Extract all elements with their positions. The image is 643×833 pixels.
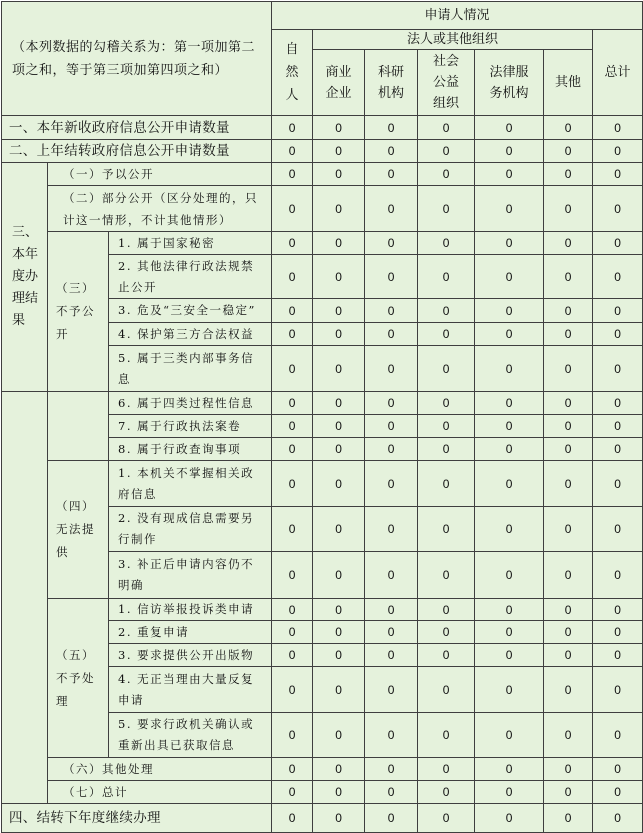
cell-legal-service: 0	[475, 507, 544, 552]
cell-legal-service: 0	[475, 163, 544, 186]
cell-total: 0	[593, 415, 643, 438]
table-row	[2, 804, 643, 833]
cell-other: 0	[544, 758, 593, 781]
cell-public-welfare: 0	[418, 140, 475, 163]
cell-business: 0	[313, 163, 365, 186]
relation-note-cell: （本列数据的勾稽关系为：第一项加第二项之和，等于第三项加第四项之和）	[2, 2, 272, 116]
cell-research: 0	[365, 552, 418, 599]
table-row	[2, 461, 643, 507]
cell-total: 0	[593, 438, 643, 461]
research-header: 科研机构	[365, 50, 418, 116]
cell-legal-service: 0	[475, 323, 544, 346]
cell-natural-person: 0	[272, 461, 313, 507]
cell-business: 0	[313, 346, 365, 392]
cell-total: 0	[593, 713, 643, 758]
public-welfare-header: 社会公益组织	[418, 50, 475, 116]
row-label: 3. 要求提供公开出版物	[109, 644, 272, 667]
cell-natural-person: 0	[272, 299, 313, 323]
row-label: 2. 其他法律行政法规禁止公开	[109, 255, 272, 299]
cell-legal-service: 0	[475, 232, 544, 255]
cell-public-welfare: 0	[418, 781, 475, 804]
row-label: （二）部分公开（区分处理的，只计这一情形，不计其他情形）	[48, 186, 272, 232]
cell-legal-service: 0	[475, 667, 544, 713]
table-row	[2, 140, 643, 163]
cell-total: 0	[593, 461, 643, 507]
cell-business: 0	[313, 507, 365, 552]
cell-legal-service: 0	[475, 758, 544, 781]
cell-public-welfare: 0	[418, 438, 475, 461]
cell-business: 0	[313, 255, 365, 299]
cell-other: 0	[544, 255, 593, 299]
row-label: （六）其他处理	[48, 758, 272, 781]
cell-business: 0	[313, 140, 365, 163]
row-label: 5. 属于三类内部事务信息	[109, 346, 272, 392]
cell-natural-person: 0	[272, 552, 313, 599]
cell-natural-person: 0	[272, 713, 313, 758]
cell-other: 0	[544, 186, 593, 232]
cell-business: 0	[313, 713, 365, 758]
cell-business: 0	[313, 804, 365, 833]
cell-public-welfare: 0	[418, 116, 475, 140]
cell-business: 0	[313, 552, 365, 599]
cell-legal-service: 0	[475, 186, 544, 232]
cell-total: 0	[593, 346, 643, 392]
cell-natural-person: 0	[272, 507, 313, 552]
cell-natural-person: 0	[272, 346, 313, 392]
cell-business: 0	[313, 621, 365, 644]
row-label-carry-forward: 四、结转下年度继续办理	[2, 804, 272, 833]
cell-legal-service: 0	[475, 415, 544, 438]
cell-business: 0	[313, 392, 365, 415]
cell-other: 0	[544, 415, 593, 438]
cell-research: 0	[365, 346, 418, 392]
cell-other: 0	[544, 438, 593, 461]
cell-total: 0	[593, 140, 643, 163]
cell-natural-person: 0	[272, 667, 313, 713]
cell-public-welfare: 0	[418, 346, 475, 392]
cell-natural-person: 0	[272, 255, 313, 299]
legal-entity-header: 法人或其他组织	[313, 30, 593, 50]
cell-legal-service: 0	[475, 804, 544, 833]
cell-other: 0	[544, 781, 593, 804]
cell-natural-person: 0	[272, 392, 313, 415]
row-label: 4. 保护第三方合法权益	[109, 323, 272, 346]
cell-legal-service: 0	[475, 644, 544, 667]
group-label-not-processed: （五）不予处理	[48, 599, 109, 758]
row-label: 6. 属于四类过程性信息	[109, 392, 272, 415]
cell-natural-person: 0	[272, 323, 313, 346]
cell-research: 0	[365, 507, 418, 552]
business-header: 商业企业	[313, 50, 365, 116]
cell-business: 0	[313, 438, 365, 461]
cell-research: 0	[365, 621, 418, 644]
cell-total: 0	[593, 232, 643, 255]
cell-public-welfare: 0	[418, 667, 475, 713]
cell-public-welfare: 0	[418, 644, 475, 667]
cell-research: 0	[365, 232, 418, 255]
cell-public-welfare: 0	[418, 804, 475, 833]
row-label: 2. 没有现成信息需要另行制作	[109, 507, 272, 552]
cell-legal-service: 0	[475, 599, 544, 621]
cell-natural-person: 0	[272, 438, 313, 461]
cell-total: 0	[593, 186, 643, 232]
cell-business: 0	[313, 758, 365, 781]
cell-legal-service: 0	[475, 116, 544, 140]
cell-total: 0	[593, 299, 643, 323]
cell-other: 0	[544, 621, 593, 644]
row-label: 2. 重复申请	[109, 621, 272, 644]
cell-research: 0	[365, 415, 418, 438]
cell-public-welfare: 0	[418, 392, 475, 415]
row-label-new-requests: 一、本年新收政府信息公开申请数量	[2, 116, 272, 140]
cell-other: 0	[544, 299, 593, 323]
cell-legal-service: 0	[475, 461, 544, 507]
cell-research: 0	[365, 438, 418, 461]
cell-natural-person: 0	[272, 758, 313, 781]
row-label: 4. 无正当理由大量反复申请	[109, 667, 272, 713]
table-row	[2, 599, 643, 621]
cell-total: 0	[593, 507, 643, 552]
row-label: 3. 补正后申请内容仍不明确	[109, 552, 272, 599]
cell-natural-person: 0	[272, 232, 313, 255]
cell-other: 0	[544, 667, 593, 713]
section-continuation-cell	[2, 392, 48, 804]
cell-other: 0	[544, 163, 593, 186]
cell-natural-person: 0	[272, 116, 313, 140]
cell-other: 0	[544, 804, 593, 833]
cell-public-welfare: 0	[418, 323, 475, 346]
group-continuation-cell	[48, 392, 109, 461]
cell-total: 0	[593, 781, 643, 804]
cell-public-welfare: 0	[418, 299, 475, 323]
cell-other: 0	[544, 392, 593, 415]
cell-other: 0	[544, 116, 593, 140]
cell-legal-service: 0	[475, 299, 544, 323]
cell-research: 0	[365, 461, 418, 507]
cell-total: 0	[593, 804, 643, 833]
cell-research: 0	[365, 781, 418, 804]
table-row	[2, 758, 643, 781]
cell-public-welfare: 0	[418, 552, 475, 599]
cell-research: 0	[365, 644, 418, 667]
cell-other: 0	[544, 232, 593, 255]
cell-total: 0	[593, 599, 643, 621]
row-label: 7. 属于行政执法案卷	[109, 415, 272, 438]
cell-total: 0	[593, 255, 643, 299]
cell-research: 0	[365, 163, 418, 186]
cell-other: 0	[544, 599, 593, 621]
cell-total: 0	[593, 552, 643, 599]
group-label-cannot-provide: （四）无法提供	[48, 461, 109, 599]
cell-research: 0	[365, 713, 418, 758]
cell-public-welfare: 0	[418, 186, 475, 232]
disclosure-statistics-table	[1, 1, 643, 833]
cell-other: 0	[544, 713, 593, 758]
cell-business: 0	[313, 781, 365, 804]
cell-natural-person: 0	[272, 599, 313, 621]
cell-legal-service: 0	[475, 621, 544, 644]
cell-research: 0	[365, 116, 418, 140]
applicant-header: 申请人情况	[272, 2, 643, 30]
cell-public-welfare: 0	[418, 163, 475, 186]
cell-public-welfare: 0	[418, 255, 475, 299]
natural-person-header: 自然人	[272, 30, 313, 116]
cell-natural-person: 0	[272, 804, 313, 833]
cell-natural-person: 0	[272, 140, 313, 163]
table-row	[2, 781, 643, 804]
cell-research: 0	[365, 140, 418, 163]
table-row	[2, 392, 643, 415]
cell-other: 0	[544, 323, 593, 346]
cell-public-welfare: 0	[418, 713, 475, 758]
cell-public-welfare: 0	[418, 621, 475, 644]
cell-legal-service: 0	[475, 552, 544, 599]
cell-total: 0	[593, 323, 643, 346]
cell-total: 0	[593, 163, 643, 186]
cell-research: 0	[365, 323, 418, 346]
cell-public-welfare: 0	[418, 507, 475, 552]
cell-business: 0	[313, 415, 365, 438]
cell-business: 0	[313, 667, 365, 713]
row-label: 1. 信访举报投诉类申请	[109, 599, 272, 621]
table-row	[2, 116, 643, 140]
cell-business: 0	[313, 461, 365, 507]
cell-legal-service: 0	[475, 392, 544, 415]
legal-service-header: 法律服务机构	[475, 50, 544, 116]
cell-business: 0	[313, 599, 365, 621]
other-header: 其他	[544, 50, 593, 116]
cell-business: 0	[313, 323, 365, 346]
cell-business: 0	[313, 116, 365, 140]
cell-natural-person: 0	[272, 163, 313, 186]
cell-other: 0	[544, 461, 593, 507]
cell-research: 0	[365, 804, 418, 833]
cell-total: 0	[593, 621, 643, 644]
total-header: 总计	[593, 30, 643, 116]
row-label-carried-over: 二、上年结转政府信息公开申请数量	[2, 140, 272, 163]
cell-other: 0	[544, 140, 593, 163]
cell-public-welfare: 0	[418, 232, 475, 255]
cell-business: 0	[313, 644, 365, 667]
row-label: （七）总计	[48, 781, 272, 804]
cell-research: 0	[365, 255, 418, 299]
row-label: 3. 危及“三安全一稳定”	[109, 299, 272, 323]
cell-total: 0	[593, 667, 643, 713]
cell-other: 0	[544, 644, 593, 667]
cell-total: 0	[593, 644, 643, 667]
cell-legal-service: 0	[475, 713, 544, 758]
cell-business: 0	[313, 299, 365, 323]
cell-natural-person: 0	[272, 186, 313, 232]
table-row	[2, 163, 643, 186]
table-row	[2, 232, 643, 255]
section-label-handling-result: 三、本年度办理结果	[2, 163, 48, 392]
cell-legal-service: 0	[475, 438, 544, 461]
cell-public-welfare: 0	[418, 415, 475, 438]
cell-natural-person: 0	[272, 644, 313, 667]
cell-public-welfare: 0	[418, 599, 475, 621]
cell-research: 0	[365, 186, 418, 232]
row-label: 8. 属于行政查询事项	[109, 438, 272, 461]
cell-public-welfare: 0	[418, 758, 475, 781]
cell-legal-service: 0	[475, 781, 544, 804]
header-row	[2, 2, 643, 30]
group-label-not-disclosed: （三）不予公开	[48, 232, 109, 392]
cell-research: 0	[365, 758, 418, 781]
cell-research: 0	[365, 392, 418, 415]
row-label: 1. 属于国家秘密	[109, 232, 272, 255]
cell-total: 0	[593, 116, 643, 140]
cell-total: 0	[593, 758, 643, 781]
cell-research: 0	[365, 667, 418, 713]
cell-natural-person: 0	[272, 621, 313, 644]
cell-legal-service: 0	[475, 140, 544, 163]
cell-other: 0	[544, 552, 593, 599]
row-label: 1. 本机关不掌握相关政府信息	[109, 461, 272, 507]
cell-research: 0	[365, 299, 418, 323]
cell-natural-person: 0	[272, 781, 313, 804]
cell-business: 0	[313, 232, 365, 255]
table-row	[2, 186, 643, 232]
row-label: 5. 要求行政机关确认或重新出具已获取信息	[109, 713, 272, 758]
cell-public-welfare: 0	[418, 461, 475, 507]
cell-total: 0	[593, 392, 643, 415]
cell-other: 0	[544, 507, 593, 552]
cell-business: 0	[313, 186, 365, 232]
row-label: （一）予以公开	[48, 163, 272, 186]
cell-research: 0	[365, 599, 418, 621]
cell-legal-service: 0	[475, 255, 544, 299]
cell-legal-service: 0	[475, 346, 544, 392]
cell-other: 0	[544, 346, 593, 392]
cell-natural-person: 0	[272, 415, 313, 438]
